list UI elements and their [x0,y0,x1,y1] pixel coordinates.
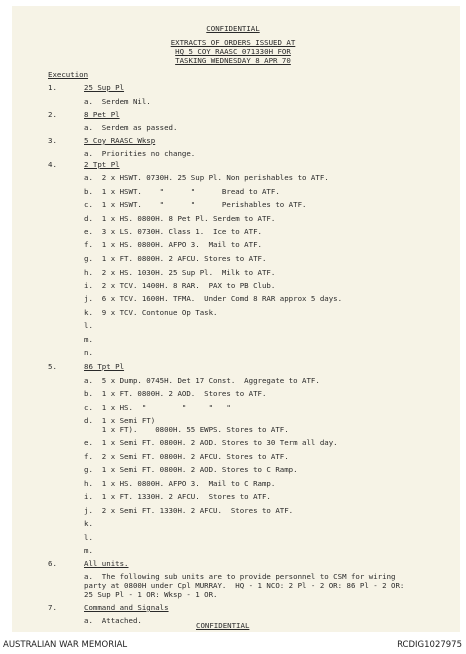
order-line: d. 1 x Semi FT) [84,416,156,425]
section-line: a. Serdem as passed. [84,123,178,132]
order-line: a. Attached. [84,616,142,625]
order-line: c. 1 x HSWT. " " Perishables to ATF. [84,200,307,209]
section-title: 8 Pet Pl [84,110,120,119]
section-number: 7. [48,603,57,612]
section-number: 6. [48,559,57,568]
order-line: c. 1 x HS. " " " " [84,403,231,412]
order-line: j. 2 x Semi FT. 1330H. 2 AFCU. Stores to ATF. [84,506,294,515]
order-line: a. The following sub units are to provide personnel to CSM for wiring [84,572,396,581]
order-line: g. 1 x Semi FT. 0800H. 2 AOD. Stores to C Ramp. [84,465,298,474]
order-line: j. 6 x TCV. 1600H. TFMA. Under Comd 8 RAR approx 5 days. [84,294,343,303]
section-title: 2 Tpt Pl [84,160,120,169]
confidential-footer: CONFIDENTIAL [196,621,250,630]
order-line: e. 1 x Semi FT. 0800H. 2 AOD. Stores to 30 Term all day. [84,438,338,447]
order-line: e. 3 x LS. 0730H. Class 1. Ice to ATF. [84,227,262,236]
order-line: i. 2 x TCV. 1400H. 8 RAR. PAX to PB Club. [84,281,276,290]
order-line: a. 2 x HSWT. 0730H. 25 Sup Pl. Non perishables to ATF. [84,173,329,182]
title-line-1: EXTRACTS OF ORDERS ISSUED AT [170,38,296,47]
order-line: h. 1 x HS. 0800H. AFPO 3. Mail to C Ramp. [84,479,276,488]
order-line: l. [84,321,93,330]
execution-heading: Execution [48,70,89,79]
order-line: l. [84,533,93,542]
archive-id: RCDIG1027975 [397,640,462,650]
order-line: g. 1 x FT. 0800H. 2 AFCU. Stores to ATF. [84,254,267,263]
order-line: h. 2 x HS. 1030H. 25 Sup Pl. Milk to ATF. [84,268,276,277]
section-number: 4. [48,160,57,169]
section-title: All units. [84,559,129,568]
section-number: 2. [48,110,57,119]
order-line: b. 1 x FT. 0800H. 2 AOD. Stores to ATF. [84,389,267,398]
section-number: 3. [48,136,57,145]
order-line: m. [84,335,93,344]
document-page [12,6,460,632]
order-line: k. [84,519,93,528]
order-line: b. 1 x HSWT. " " Bread to ATF. [84,187,280,196]
section-line: a. Serdem Nil. [84,97,151,106]
order-line: 25 Sup Pl - 1 OR: Wksp - 1 OR. [84,590,218,599]
section-title: 86 Tpt Pl [84,362,125,371]
section-title: 5 Coy RAASC Wksp [84,136,156,145]
section-number: 1. [48,83,57,92]
section-title: 25 Sup Pl [84,83,125,92]
order-line: party at 0800H under Cpl MURRAY. HQ - 1 NCO: 2 Pl - 2 OR: 86 Pl - 2 OR: [84,581,405,590]
title-line-2: HQ 5 COY RAASC 071330H FOR [175,47,291,56]
order-line: d. 1 x HS. 0800H. 8 Pet Pl. Serdem to ATF. [84,214,276,223]
confidential-header: CONFIDENTIAL [206,24,260,33]
title-line-3: TASKING WEDNESDAY 8 APR 70 [175,56,291,65]
section-title: Command and Signals [84,603,169,612]
order-line: n. [84,348,93,357]
order-line: 1 x FT). 0800H. 55 EWPS. Stores to ATF. [84,425,289,434]
order-line: m. [84,546,93,555]
section-line: a. Priorities no change. [84,149,196,158]
archive-credit: AUSTRALIAN WAR MEMORIAL [3,640,128,650]
section-number: 5. [48,362,57,371]
order-line: i. 1 x FT. 1330H. 2 AFCU. Stores to ATF. [84,492,271,501]
order-line: k. 9 x TCV. Contonue Op Task. [84,308,218,317]
order-line: f. 1 x HS. 0800H. AFPO 3. Mail to ATF. [84,240,262,249]
order-line: a. 5 x Dump. 0745H. Det 17 Const. Aggregate to ATF. [84,376,320,385]
order-line: f. 2 x Semi FT. 0800H. 2 AFCU. Stores to ATF. [84,452,289,461]
